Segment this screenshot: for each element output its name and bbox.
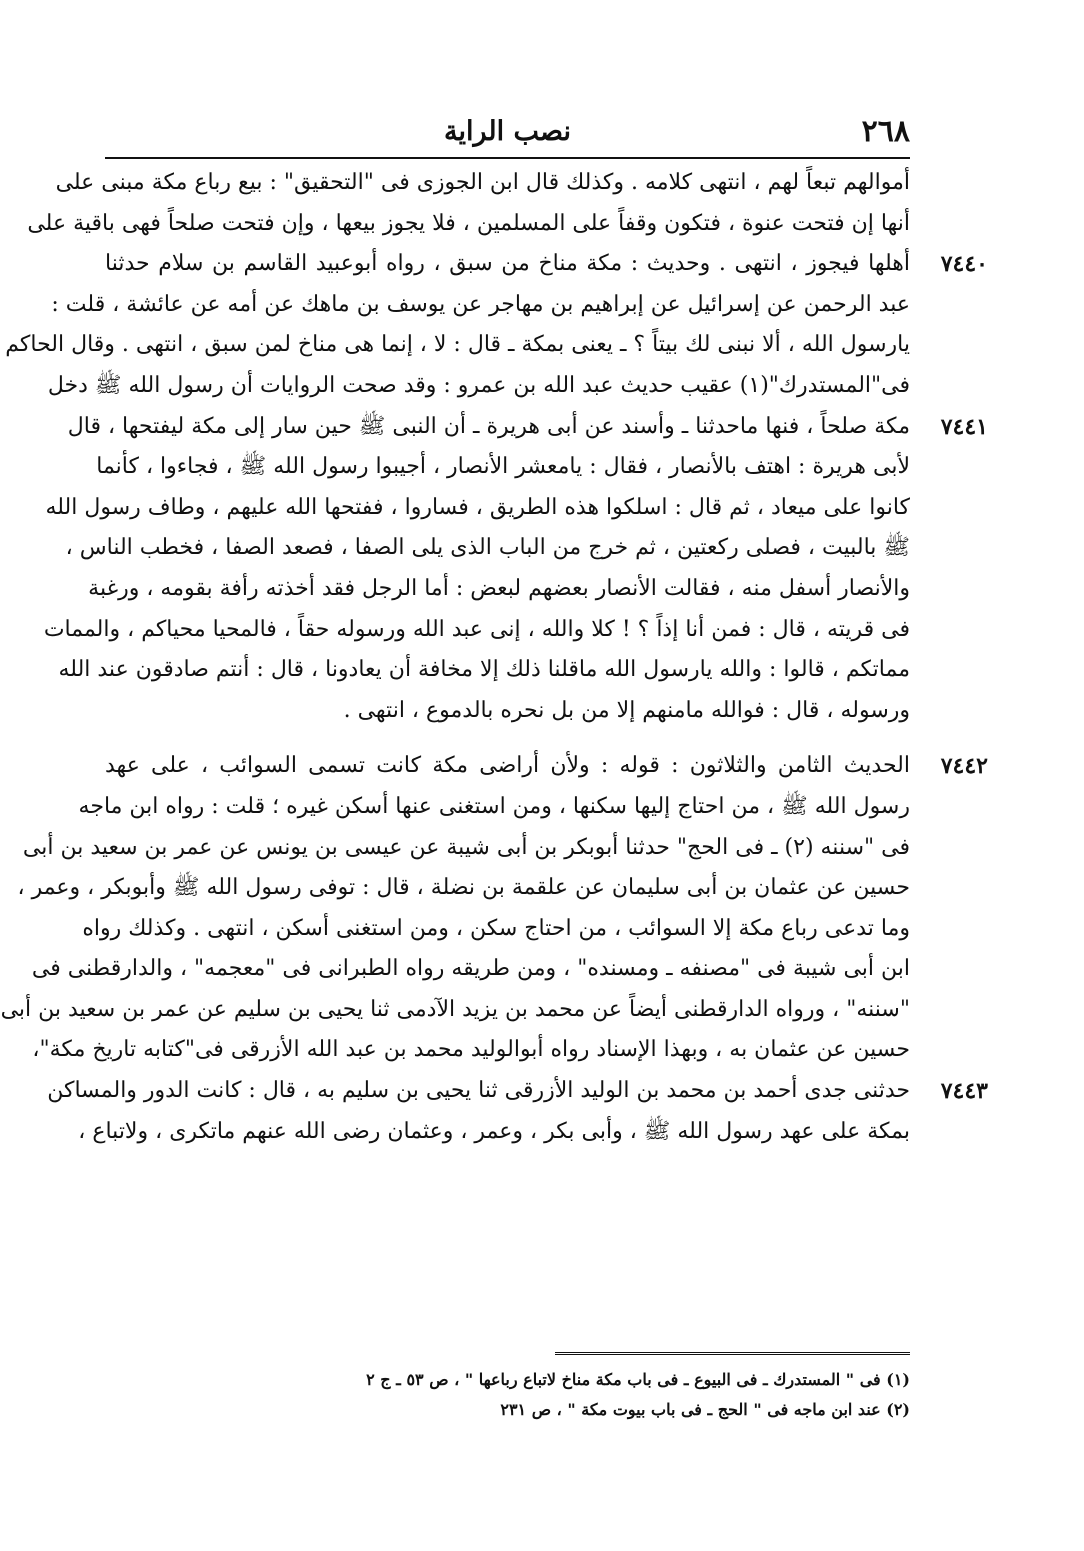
text-line-5 <box>5 325 910 366</box>
line-text: لأبى هريرة : اهتف بالأنصار ، فقال : يامعشر الأنصار ، أجيبوا رسول الله ﷺ ، فجاءوا ، كأنما <box>96 454 910 480</box>
line-text: "سننه" ، ورواه الدارقطنى أيضاً عن محمد بن يزيد الآدمى ثنا يحيى بن سليم عن عمر بن سعيد بن أبى <box>0 996 910 1022</box>
text-line-24 <box>78 1112 910 1153</box>
running-title: نصب الراية <box>444 116 571 147</box>
line-text: فى"المستدرك"(١) عقيب حديث عبد الله بن عمرو : وقد صحت الروايات أن رسول الله ﷺ دخل <box>47 372 910 398</box>
line-text: يارسول الله ، ألا نبنى لك بيتاً ؟ ـ يعنى بمكة ـ قال : لا ، إنما هى مناخ لمن سبق ، انتهى . وقال الحاكم <box>5 332 910 358</box>
text-line-3 <box>105 244 988 285</box>
line-text: حسين عن عثمان به ، وبهذا الإسناد رواه أبوالوليد محمد بن عبد الله الأزرقى فى"كتابه تاريخ مكة"، <box>32 1037 910 1063</box>
text-line-20 <box>31 949 910 990</box>
text-line-4 <box>51 285 910 326</box>
line-text: ﷺ بالبيت ، فصلى ركعتين ، ثم خرج من الباب الذى يلى الصفا ، فصعد الصفا ، فخطب الناس ، <box>65 535 910 561</box>
line-text: مكة صلحاً ، فنها ماحدثنا ـ وأسند عن أبى هريرة ـ أن النبى ﷺ حين سار إلى مكة ليفتحها ، قال <box>67 413 910 439</box>
text-line-23 <box>47 1071 988 1112</box>
text-line-22 <box>32 1030 910 1071</box>
footnote-2: (٢) عند ابن ماجه فى " الحج ـ فى باب بيوت مكة " ، ص ٢٣١ <box>500 1400 910 1419</box>
text-line-2 <box>27 204 910 245</box>
line-text: بمكة على عهد رسول الله ﷺ ، وأبى بكر ، وعمر ، وعثمان رضى الله عنهم ماتكرى ، ولاتباع ، <box>78 1118 910 1144</box>
footnote-rule <box>555 1352 910 1355</box>
text-line-1 <box>55 163 910 204</box>
line-text: مماتكم ، قالوا : والله يارسول الله ماقلنا ذلك إلا مخافة أن يعادونا ، قال : أنتم صادقون عند الله <box>58 657 910 683</box>
text-line-7 <box>67 407 988 448</box>
hadith-number: ٧٤٤٢ <box>940 753 988 780</box>
text-line-16 <box>78 787 910 828</box>
text-line-8 <box>96 447 910 488</box>
text-line-17 <box>22 828 910 869</box>
line-text: حسين عن عثمان بن أبى سليمان عن علقمة بن نضلة ، قال : توفى رسول الله ﷺ وأبوبكر ، وعمر ، <box>17 875 910 901</box>
line-text: وما تدعى رباع مكة إلا السوائب ، من احتاج سكن ، ومن استغنى أسكن ، انتهى . وكذلك رواه <box>82 915 910 941</box>
page-header <box>105 112 910 152</box>
page-number: ٢٦٨ <box>861 114 910 149</box>
footnotes <box>300 1365 910 1425</box>
text-line-18 <box>17 868 910 909</box>
line-text: كانوا على ميعاد ، ثم قال : اسلكوا هذه الطريق ، فساروا ، ففتحها الله عليهم ، وطاف رسول الله <box>45 494 910 520</box>
line-text: ورسوله ، قال : فوالله مامنهم إلا من بل نحره بالدموع ، انتهى . <box>343 697 910 723</box>
line-text: رسول الله ﷺ ، من احتاج إليها سكنها ، ومن استغنى عنها أسكن غيره ؛ قلت : رواه ابن ماجه <box>78 793 910 819</box>
line-text: أموالهم تبعاً لهم ، انتهى كلامه . وكذلك قال ابن الجوزى فى "التحقيق" : بيع رباع مكة مبنى على <box>55 170 910 195</box>
text-line-6 <box>47 366 910 407</box>
line-text: فى "سننه (٢) ـ فى الحج" حدثنا أبوبكر بن أبى شيبة عن عيسى بن يونس عن عمر بن سعيد بن أبى <box>22 834 910 860</box>
line-text: الحديث الثامن والثلاثون : قوله : ولأن أراضى مكة كانت تسمى السوائب ، على عهد <box>105 753 910 779</box>
text-line-9 <box>45 488 910 529</box>
main-text <box>0 163 988 1152</box>
line-text: حدثنى جدى أحمد بن محمد بن الوليد الأزرقى ثنا يحيى بن سليم به ، قال : كانت الدور والمساكن <box>47 1078 910 1104</box>
text-line-11 <box>88 569 910 610</box>
line-text: فى قريته ، قال : فمن أنا إذاً ؟ ! كلا والله ، إنى عبد الله ورسوله حقاً ، فالمحيا محياكم ، والممات <box>43 616 910 642</box>
line-text: عبد الرحمن عن إسرائيل عن إبراهيم بن مهاجر عن يوسف بن ماهك عن أمه عن عائشة ، قلت : <box>51 291 910 317</box>
text-line-12 <box>43 610 910 651</box>
hadith-number: ٧٤٤٣ <box>940 1078 988 1105</box>
text-line-13 <box>58 650 910 691</box>
paragraph-gap <box>105 731 910 746</box>
hadith-number: ٧٤٤٠ <box>940 251 988 278</box>
line-text: أهلها فيجوز ، انتهى . وحديث : مكة مناخ من سبق ، رواه أبوعبيد القاسم بن سلام حدثنا <box>105 251 910 277</box>
line-text: أنها إن فتحت عنوة ، فتكون وقفاً على المسلمين ، فلا يجوز بيعها ، وإن فتحت صلحاً فهى باقية على <box>27 210 910 236</box>
hadith-number: ٧٤٤١ <box>940 413 988 440</box>
text-line-15 <box>105 746 988 787</box>
text-line-14 <box>105 691 910 732</box>
line-text: ابن أبى شيبة فى "مصنفه ـ ومسنده" ، ومن طريقه رواه الطبرانى فى "معجمه" ، والدارقطنى فى <box>31 956 910 982</box>
footnote-1: (١) فى " المستدرك ـ فى البيوع ـ فى باب مكة مناخ لاتباع رباعها " ، ص ٥٣ ـ ج ٢ <box>366 1370 910 1389</box>
header-rule <box>105 157 910 159</box>
text-line-19 <box>82 909 910 950</box>
text-line-10 <box>65 528 910 569</box>
line-text: والأنصار أسفل منه ، فقالت الأنصار بعضهم لبعض : أما الرجل فقد أخذته رأفة بقومه ، ورغبة <box>88 575 910 601</box>
text-line-21 <box>0 990 910 1031</box>
